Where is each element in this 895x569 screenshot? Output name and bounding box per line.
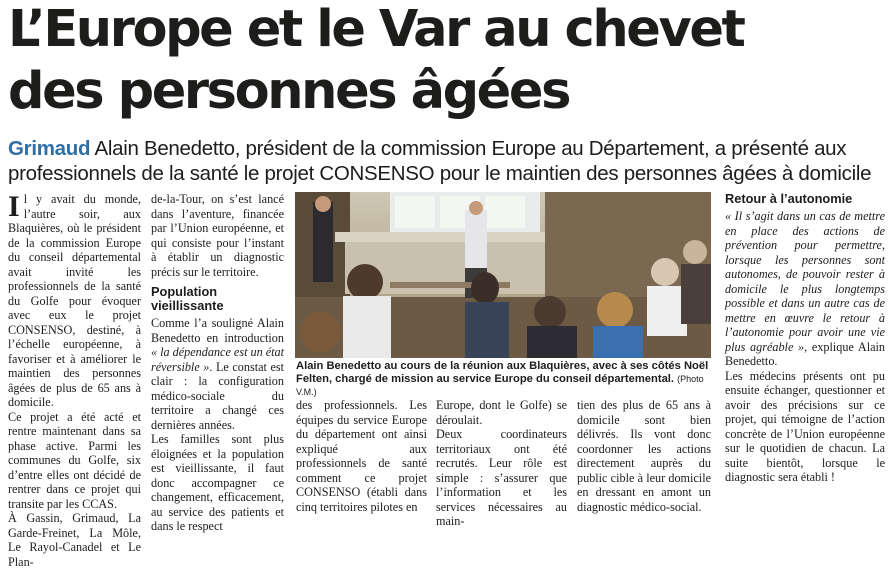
paragraph: de-la-Tour, on s’est lancé dans l’aventure, financée par l’Union européenne, et qui consiste pour l’instant à établir un diagnostic précis sur le territoire. xyxy=(151,192,284,279)
article-column-3 xyxy=(296,398,427,514)
paragraph: Europe, dont le Golfe) se déroulait. xyxy=(436,398,567,427)
article-column-6 xyxy=(725,192,885,485)
headline-line-1: L’Europe et le Var au chevet xyxy=(8,0,744,59)
paragraph: Les familles sont plus éloignées et la population est vieillissante, il faut donc accompagner ce changement, efficacement, au service des patients et dans le respect xyxy=(151,432,284,533)
caption-text: Alain Benedetto au cours de la réunion aux Blaquières, avec à ses côtés Noël Felten, chargé de mission au service Europe du conseil départemental. xyxy=(296,360,709,385)
paragraph: Les médecins présents ont pu ensuite échanger, questionner et avoir des précisions sur ce projet, qui témoigne de l’action concrète de l’Union européenne sur le quotidien de chacun. La suite bientôt, lorsque le diagnostic sera établi ! xyxy=(725,368,885,484)
quote-text: « Il s’agit dans un cas de mettre en place des actions de prévention pour permettre, lorsque les personnes sont autonomes, de pouvoir rester à domicile le plus longtemps possible et dans un autre cas de mettre en œuvre le retour à l’autonomie pour avoir une vie plus agréable » xyxy=(725,209,885,354)
article-column-1 xyxy=(8,192,141,569)
meeting-photo-illustration xyxy=(295,192,711,358)
paragraph xyxy=(151,316,284,432)
lead-paragraph xyxy=(8,136,888,186)
lead-text: Alain Benedetto, président de la commission Europe au Département, a présenté aux professionnels de la santé le projet CONSENSO pour le maintien des personnes âgées à domicile xyxy=(8,137,872,185)
location-kicker: Grimaud xyxy=(8,137,91,160)
paragraph: Ce projet a été acté et rentre maintenant dans sa phase active. Parmi les communes du Golfe, six d’entre elles ont décidé de rentrer dans ce projet qui transite par les CCAS. xyxy=(8,409,141,511)
subheading-autonomie: Retour à l’autonomie xyxy=(725,191,853,206)
paragraph: des professionnels. Les équipes du service Europe du département ont ainsi expliqué aux professionnels de santé comment ce projet CONSENSO (établi dans cinq territoires pilotes en xyxy=(296,398,427,514)
article-column-2 xyxy=(151,192,284,534)
text-run: . Le constat est clair : la configuration médico-sociale du territoire a changé ces dernières années. xyxy=(151,359,285,432)
paragraph: Deux coordinateurs territoriaux ont été recrutés. Leur rôle est simple : s’assurer que l’information et les services nécessaires au main- xyxy=(436,427,567,528)
photo-caption xyxy=(296,360,711,399)
paragraph: tien des plus de 65 ans à domicile sont bien délivrés. Ils vont donc coordonner les actions directement auprès du public cible à leur domicile en dressant en amont un diagnostic médico-social. xyxy=(577,398,711,514)
photo-credit: (Photo V.M.) xyxy=(296,374,704,397)
drop-cap: I xyxy=(8,190,20,223)
paragraph xyxy=(725,209,885,369)
article-column-4 xyxy=(436,398,567,529)
paragraph: l y avait du monde, l’autre soir, aux Blaquières, où le président de la commission Europe du conseil départemental avait invité les professionnels de la santé du Golfe pour évoquer avec eux le projet CONSENSO, destiné, à l’échelle européenne, à favoriser et à améliorer le maintien des personnes âgées de plus de 65 ans à domicile. xyxy=(8,192,141,409)
paragraph: À Gassin, Grimaud, La Garde-Freinet, La Môle, Le Rayol-Canadel et Le Plan- xyxy=(8,511,141,569)
article-column-5 xyxy=(577,398,711,514)
text-run: Comme l’a souligné Alain Benedetto en introduction xyxy=(151,316,284,345)
text-run: , explique Alain Benedetto. xyxy=(725,339,885,368)
quote-text: « la dépendance est un état réversible » xyxy=(151,345,285,374)
subheading-population: Population vieillissante xyxy=(151,284,224,313)
headline-line-2: des personnes âgées xyxy=(8,62,570,121)
meeting-photo xyxy=(295,192,711,358)
